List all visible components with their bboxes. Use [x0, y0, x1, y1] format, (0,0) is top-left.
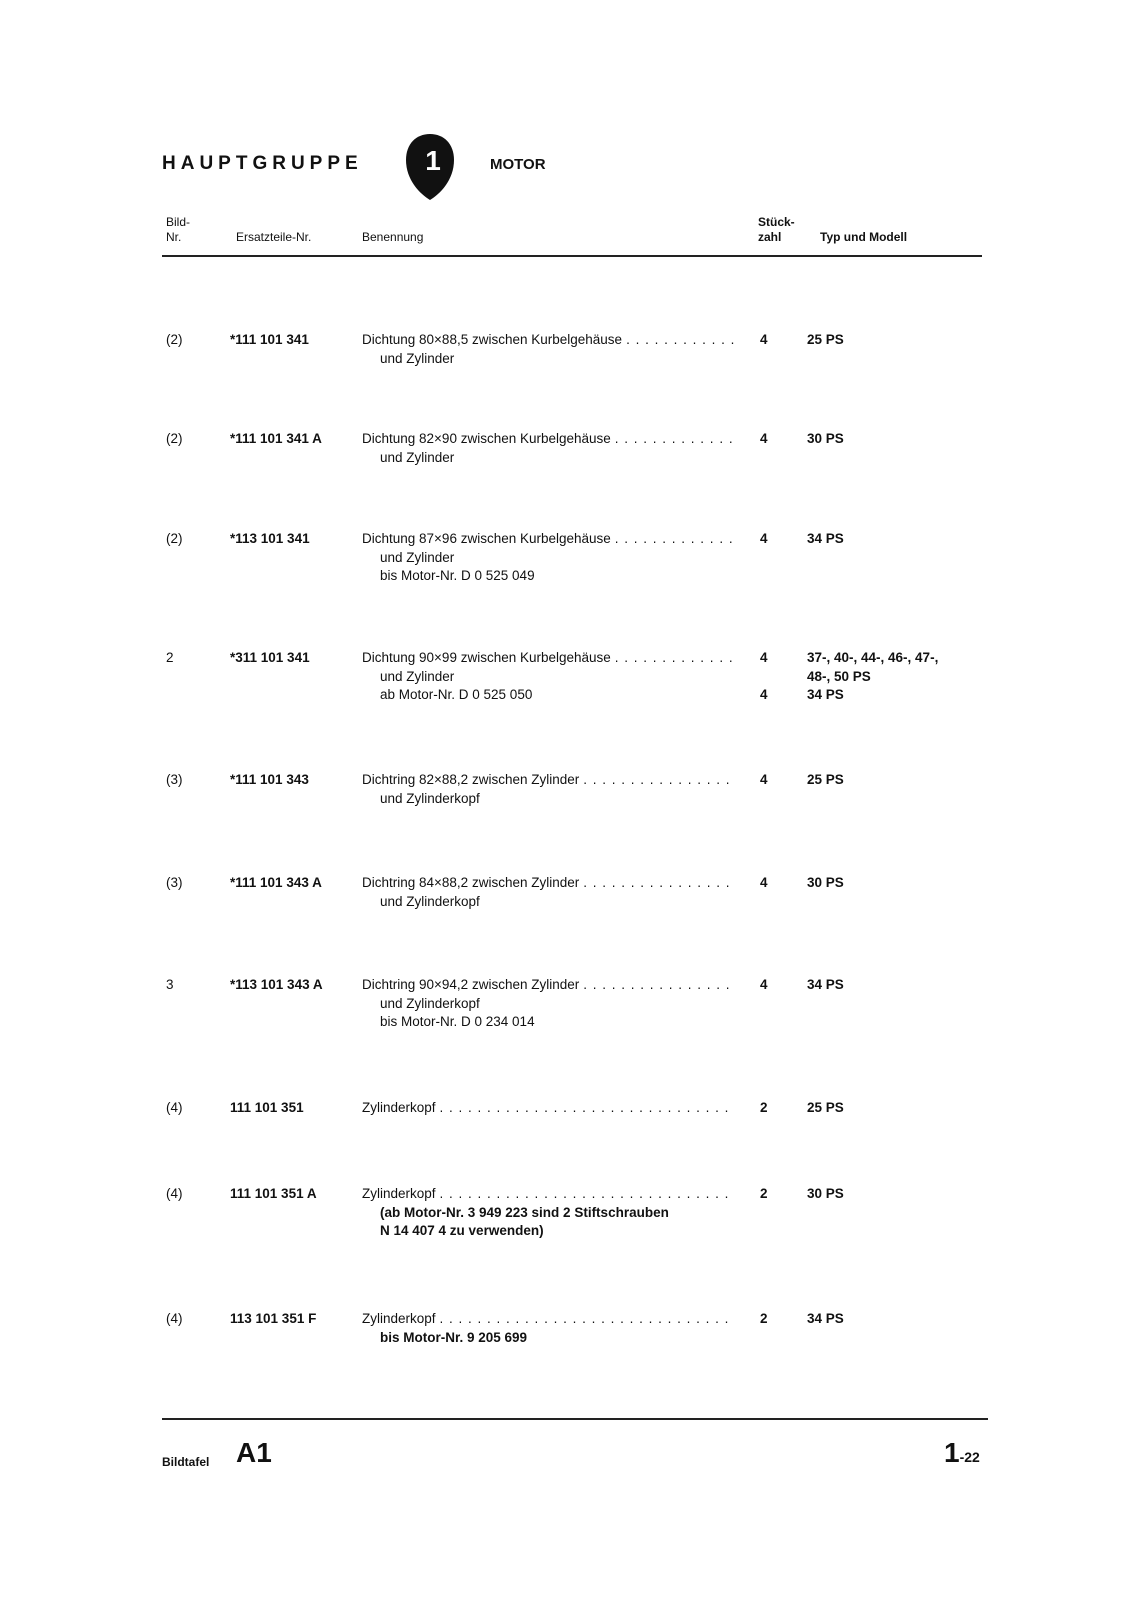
bild-nr: (4) — [166, 1100, 183, 1115]
leader-dots — [615, 430, 734, 449]
desc-line3: N 14 407 4 zu verwenden) — [380, 1223, 544, 1238]
col-header-type: Typ und Modell — [820, 230, 908, 244]
part-number: 113 101 351 F — [230, 1311, 317, 1326]
group-name: MOTOR — [490, 156, 546, 173]
leader-dots — [583, 976, 734, 995]
bild-nr: 3 — [166, 977, 174, 992]
leader-dots — [626, 331, 734, 350]
part-number: 111 101 351 — [230, 1100, 304, 1115]
description — [362, 1185, 734, 1241]
plate-code: A1 — [236, 1437, 272, 1468]
type-model-3: 34 PS — [807, 687, 844, 702]
type-model: 30 PS — [807, 875, 844, 890]
quantity: 4 — [760, 977, 768, 992]
header-divider — [162, 255, 982, 257]
type-model: 34 PS — [807, 1311, 844, 1326]
desc-line2: und Zylinder — [380, 549, 455, 565]
page-title: HAUPTGRUPPE — [162, 153, 363, 174]
description — [362, 331, 734, 368]
type-model: 25 PS — [807, 1100, 844, 1115]
quantity: 2 — [760, 1186, 768, 1201]
description — [362, 976, 734, 1032]
page-number-separator: - — [959, 1449, 965, 1465]
group-number: 1 — [425, 145, 441, 176]
desc-line2: und Zylinder — [380, 449, 455, 465]
type-model: 34 PS — [807, 531, 844, 546]
desc-line3: bis Motor-Nr. D 0 234 014 — [380, 1014, 535, 1029]
quantity: 4 — [760, 531, 768, 546]
desc-line3: ab Motor-Nr. D 0 525 050 — [380, 687, 533, 702]
footer-label: Bildtafel — [162, 1455, 210, 1469]
type-model: 25 PS — [807, 332, 844, 347]
desc-line1: Zylinderkopf — [362, 1311, 436, 1326]
quantity: 4 — [760, 332, 768, 347]
quantity: 4 — [760, 772, 768, 787]
quantity: 2 — [760, 1100, 768, 1115]
leader-dots — [440, 1185, 734, 1204]
part-number: *113 101 341 — [230, 531, 310, 546]
bild-nr: 2 — [166, 650, 174, 665]
leader-dots — [615, 530, 734, 549]
type-model: 30 PS — [807, 431, 844, 446]
leader-dots — [583, 771, 734, 790]
part-number: 111 101 351 A — [230, 1186, 317, 1201]
desc-line2: und Zylinder — [380, 350, 455, 366]
col-header-qty — [758, 215, 795, 245]
bild-nr: (4) — [166, 1186, 183, 1201]
bild-nr: (4) — [166, 1311, 183, 1326]
desc-line1: Dichtung 90×99 zwischen Kurbelgehäuse — [362, 650, 611, 665]
desc-line1: Zylinderkopf — [362, 1186, 436, 1201]
desc-line2: und Zylinderkopf — [380, 995, 480, 1011]
desc-line2: und Zylinder — [380, 668, 455, 684]
quantity-2: 4 — [760, 687, 768, 702]
type-model-2: 48-, 50 PS — [807, 668, 871, 684]
description — [362, 874, 734, 911]
part-number: *111 101 343 A — [230, 875, 322, 890]
description — [362, 430, 734, 467]
desc-line2: und Zylinderkopf — [380, 893, 480, 909]
bild-nr: (2) — [166, 431, 183, 446]
part-number: *111 101 343 — [230, 772, 309, 787]
page-number — [944, 1437, 980, 1469]
description — [362, 530, 734, 586]
leader-dots — [440, 1310, 734, 1329]
part-number: *113 101 343 A — [230, 977, 323, 992]
col-header-part-no: Ersatzteile-Nr. — [236, 230, 312, 244]
quantity: 4 — [760, 431, 768, 446]
desc-line2: (ab Motor-Nr. 3 949 223 sind 2 Stiftschrauben — [380, 1204, 669, 1220]
page-number-sub: 22 — [964, 1449, 980, 1465]
col-header-qty-line2: zahl — [758, 230, 782, 244]
col-header-bild-line1: Bild- — [166, 215, 191, 229]
quantity: 2 — [760, 1311, 768, 1326]
type-model: 37-, 40-, 44-, 46-, 47-, — [807, 650, 939, 665]
desc-line1: Dichtring 82×88,2 zwischen Zylinder — [362, 772, 580, 787]
col-header-bild-line2: Nr. — [166, 230, 182, 244]
desc-line1: Dichtung 87×96 zwischen Kurbelgehäuse — [362, 531, 611, 546]
desc-line1: Zylinderkopf — [362, 1100, 436, 1115]
desc-line2: und Zylinderkopf — [380, 790, 480, 806]
desc-line1: Dichtung 80×88,5 zwischen Kurbelgehäuse — [362, 332, 623, 347]
leader-dots — [583, 874, 734, 893]
bild-nr: (3) — [166, 875, 183, 890]
col-header-bild — [166, 215, 190, 245]
desc-line3: bis Motor-Nr. D 0 525 049 — [380, 568, 535, 583]
footer-divider — [162, 1418, 988, 1420]
bild-nr: (2) — [166, 332, 183, 347]
col-header-name: Benennung — [362, 230, 424, 244]
description — [362, 1310, 734, 1347]
group-number-badge — [404, 130, 456, 202]
quantity: 4 — [760, 875, 768, 890]
page-number-main: 1 — [944, 1437, 960, 1468]
bild-nr: (3) — [166, 772, 183, 787]
description — [362, 649, 734, 705]
type-model: 34 PS — [807, 977, 844, 992]
part-number: *311 101 341 — [230, 650, 310, 665]
desc-line1: Dichtring 84×88,2 zwischen Zylinder — [362, 875, 580, 890]
type-model: 25 PS — [807, 772, 844, 787]
leader-dots — [615, 649, 734, 668]
bild-nr: (2) — [166, 531, 183, 546]
group-badge-shape — [404, 130, 456, 202]
col-header-qty-line1: Stück- — [758, 215, 795, 229]
part-number: *111 101 341 — [230, 332, 309, 347]
desc-line1: Dichtring 90×94,2 zwischen Zylinder — [362, 977, 580, 992]
leader-dots — [440, 1099, 734, 1118]
description — [362, 1099, 734, 1118]
type-model: 30 PS — [807, 1186, 844, 1201]
desc-line1: Dichtung 82×90 zwischen Kurbelgehäuse — [362, 431, 611, 446]
quantity: 4 — [760, 650, 768, 665]
description — [362, 771, 734, 808]
desc-line2: bis Motor-Nr. 9 205 699 — [380, 1329, 528, 1345]
part-number: *111 101 341 A — [230, 431, 322, 446]
